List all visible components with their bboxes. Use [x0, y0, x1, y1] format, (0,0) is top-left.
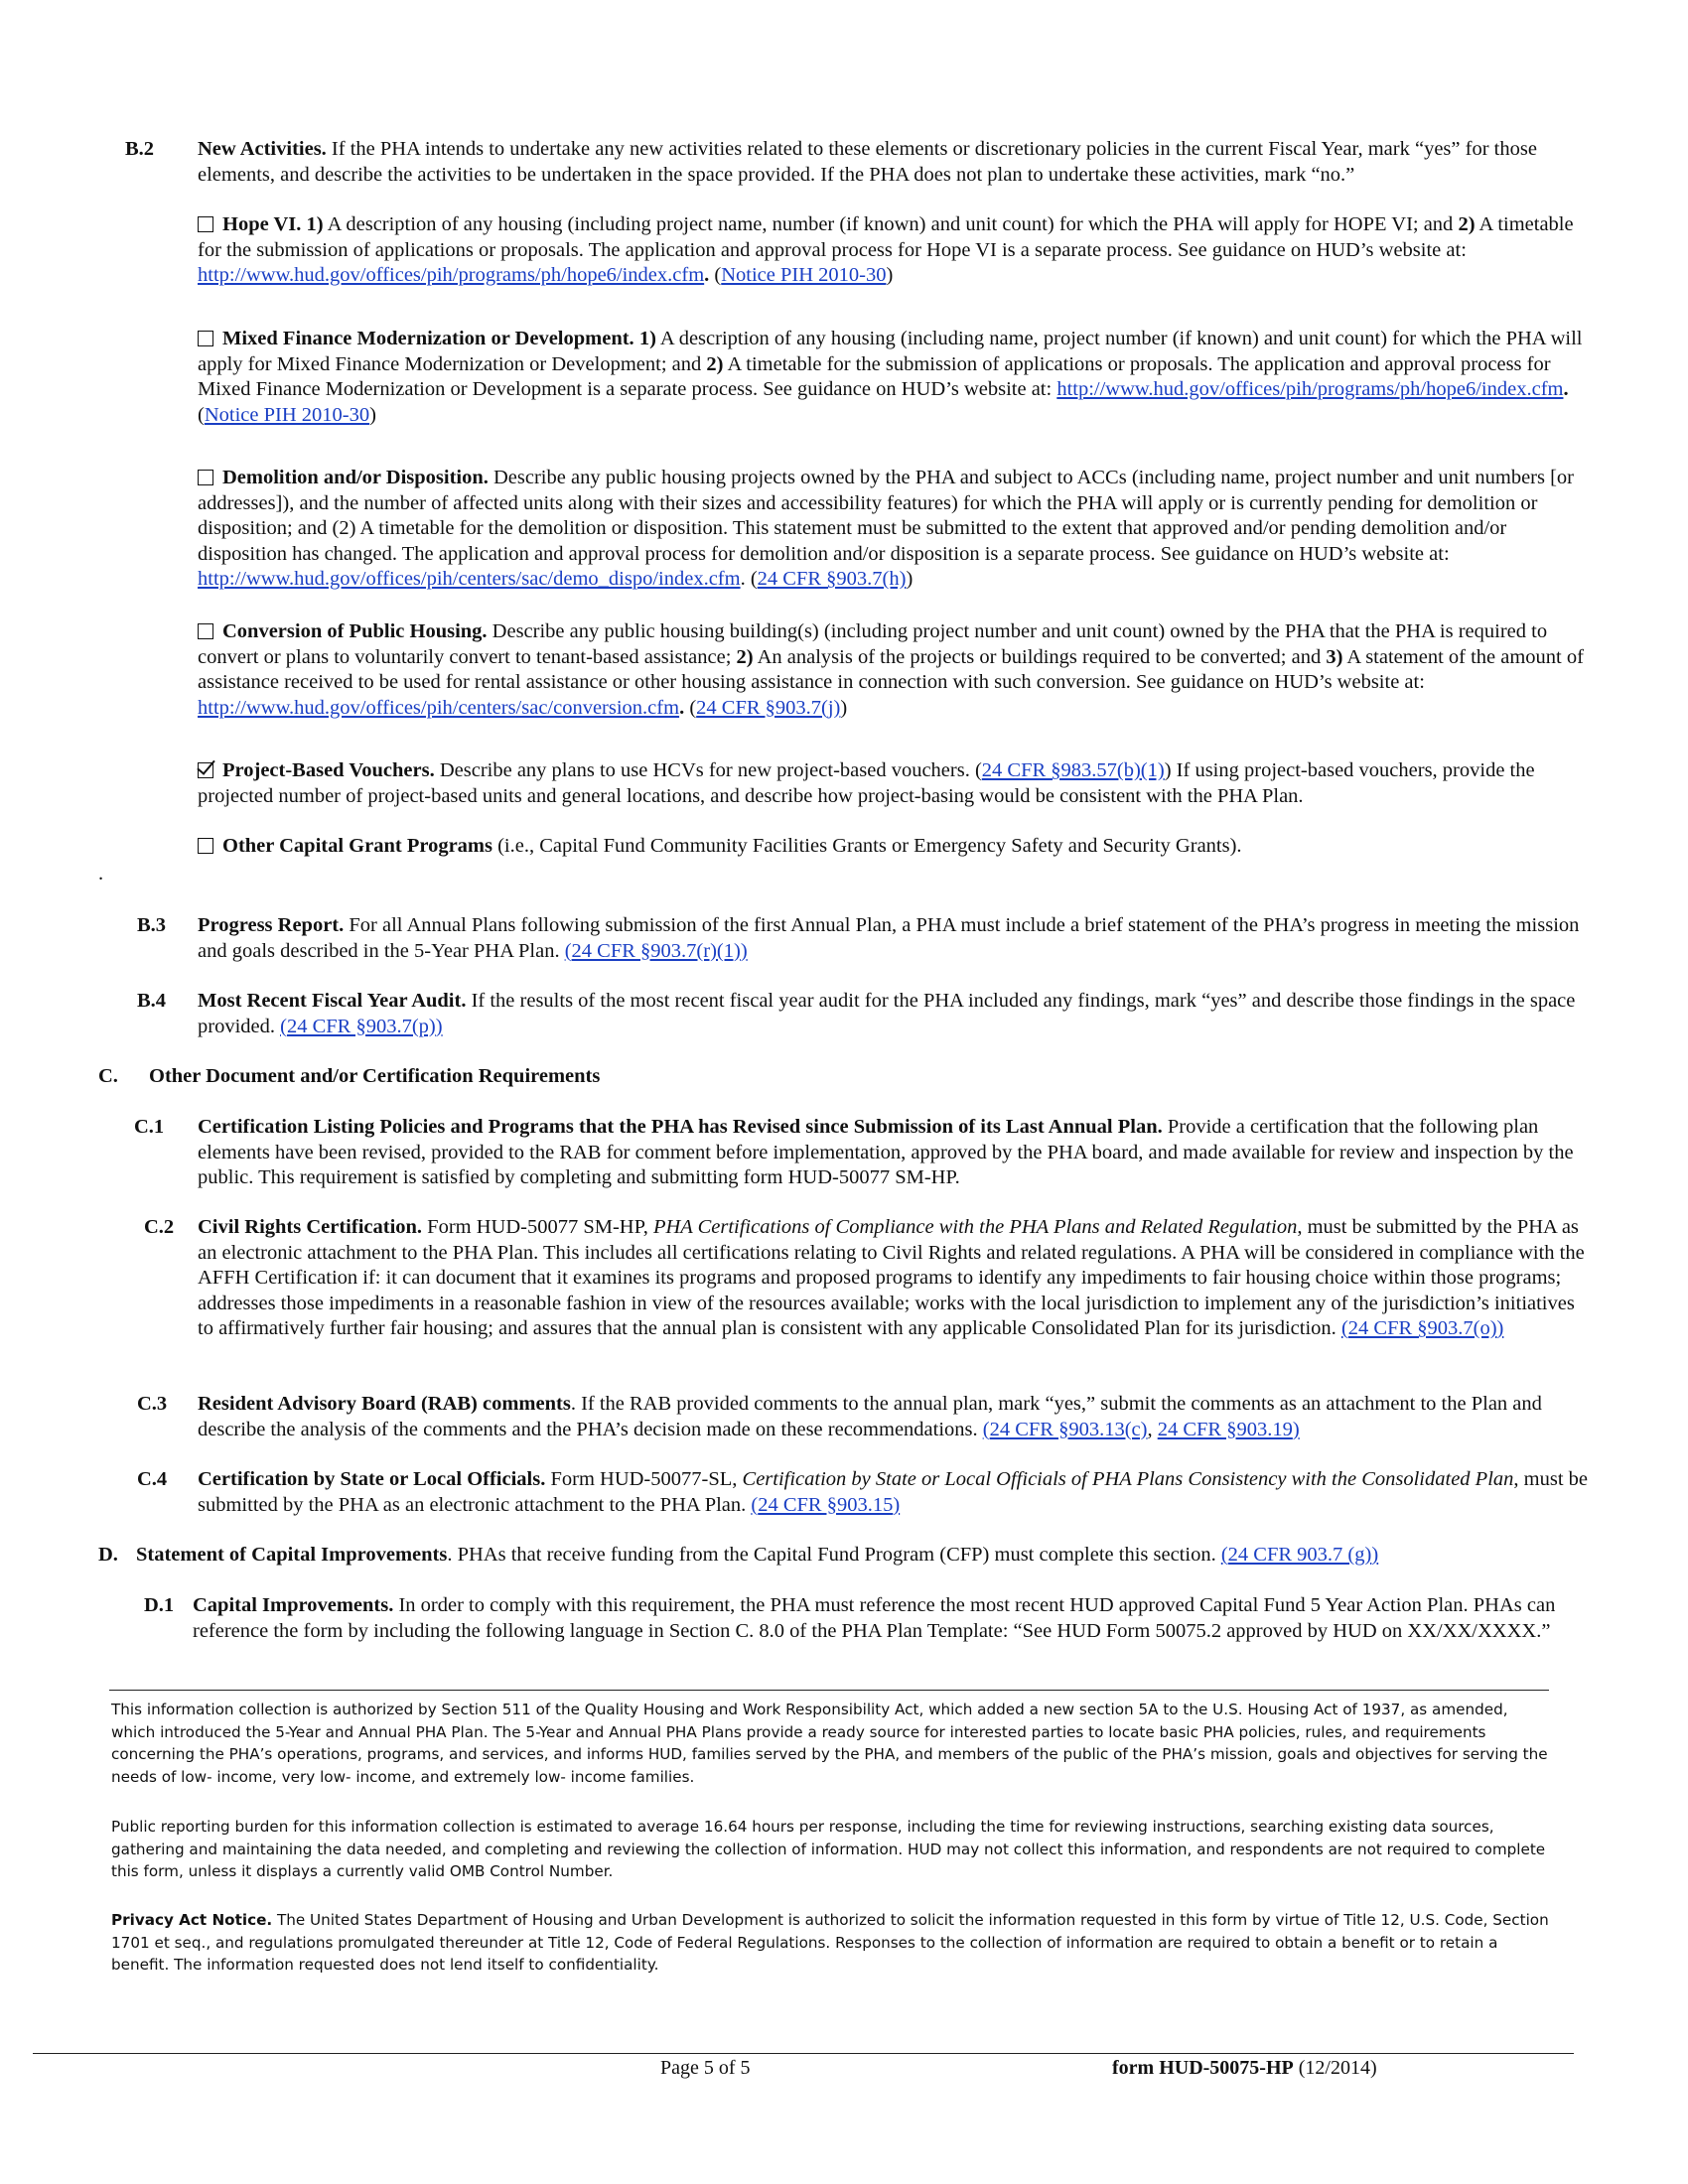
demolition-cfr-link[interactable]: 24 CFR §903.7(h) — [757, 568, 907, 590]
project-based-vouchers-checkbox[interactable] — [198, 762, 213, 778]
section-label-b3: B.3 — [137, 914, 167, 936]
burden-notice: Public reporting burden for this information collection is estimated to average 16.64 hours per response, including the time for reviewing instructions, searching existing data sources, gathering and maintaining the data needed, and completing and reviewing the collection of information. HUD may not collect this information, and respondents are not required to complete this form, unless it displays a currently valid OMB Control Number. — [111, 1818, 1546, 1881]
item-conversion-public-housing: Conversion of Public Housing. Describe any public housing building(s) (including project number and unit count) owned by the PHA that the PHA is required to convert or plans to voluntarily convert to tenant-based assistance; 2) An analysis of the projects or buildings required to be converted; and 3) A statement of the amount of assistance received to be used for rental assistance or other housing assistance in connection with such conversion. See guidance on HUD’s website at: http://www.hud.gov/offices/pih/centers/sac/conversion.cfm. (24 CFR §903.7(j)) — [198, 620, 1584, 719]
item-mixed-finance: Mixed Finance Modernization or Development. 1) A description of any housing (including name, project number (if known) and unit count) for which the PHA will apply for Mixed Finance Modernization or Development; and 2) A timetable for the submission of applications or proposals. The application and approval process for Mixed Finance Modernization or Development is a separate process. See guidance on HUD’s website at: http://www.hud.gov/offices/pih/programs/ph/hope6/index.cfm. (Notice PIH 2010-30) — [198, 328, 1583, 426]
other-capital-grants-checkbox[interactable] — [198, 838, 213, 854]
mixed-finance-title: Mixed Finance Modernization or Development. — [222, 328, 634, 349]
c1-title: Certification Listing Policies and Programs that the PHA has Revised since Submission of its Last Annual Plan. — [198, 1116, 1163, 1138]
section-c2: Civil Rights Certification. Form HUD-50077 SM-HP, PHA Certifications of Compliance with the PHA Plans and Related Regulation, must be submitted by the PHA as an electronic attachment to the PHA Plan. This includes all certifications relating to Civil Rights and related regulations. A PHA will be considered in compliance with the AFFH Certification if: it can document that it examines its programs and proposed programs to identify any impediments to fair housing choice within those programs; addresses those impediments in a reasonable fashion in view of the resources available; works with the local jurisdiction to implement any of the jurisdiction’s initiatives to affirmatively further fair housing; and assures that the annual plan is consistent with any applicable Consolidated Plan for its jurisdiction. (24 CFR §903.7(o)) — [198, 1216, 1585, 1339]
c4-title: Certification by State or Local Officials. — [198, 1468, 546, 1490]
hope-vi-website-link[interactable]: http://www.hud.gov/offices/pih/programs/ph/hope6/index.cfm — [198, 264, 705, 286]
mixed-finance-checkbox[interactable] — [198, 331, 213, 346]
c2-title: Civil Rights Certification. — [198, 1216, 423, 1238]
c2-form-name: PHA Certifications of Compliance with the PHA Plans and Related Regulation — [652, 1216, 1298, 1238]
b3-cfr-link[interactable]: (24 CFR §903.7(r)(1)) — [564, 939, 748, 962]
other-grants-title: Other Capital Grant Programs — [222, 835, 492, 857]
d-cfr-link[interactable]: (24 CFR 903.7 (g)) — [1220, 1544, 1379, 1566]
conversion-cfr-link[interactable]: 24 CFR §903.7(j) — [696, 696, 841, 719]
page-number: Page 5 of 5 — [660, 2057, 751, 2079]
section-b2-text: If the PHA intends to undertake any new activities related to these elements or discretionary policies in the current Fiscal Year, mark “yes” for those elements, and describe the activities to be undertaken in the space provided. If the PHA does not plan to undertake these activities, mark “no.” — [198, 138, 1537, 186]
c2-cfr-link[interactable]: (24 CFR §903.7(o)) — [1340, 1317, 1504, 1339]
mixed-finance-website-link[interactable]: http://www.hud.gov/offices/pih/programs/ph/hope6/index.cfm — [1056, 378, 1564, 400]
section-label-b2: B.2 — [125, 138, 155, 160]
pbv-title: Project-Based Vouchers. — [222, 759, 435, 781]
conversion-website-link[interactable]: http://www.hud.gov/offices/pih/centers/sac/conversion.cfm — [198, 696, 680, 719]
hope-vi-title: Hope VI. — [222, 213, 302, 235]
mixed-finance-notice-link[interactable]: Notice PIH 2010-30 — [204, 403, 370, 426]
c4-form-name: Certification by State or Local Officials of PHA Plans Consistency with the Consolidated Plan — [742, 1468, 1514, 1490]
c4-cfr-link[interactable]: (24 CFR §903.15) — [751, 1493, 901, 1516]
progress-report-title: Progress Report. — [198, 914, 345, 936]
section-label-d1: D.1 — [144, 1594, 175, 1616]
section-c-title: Other Document and/or Certification Requirements — [149, 1065, 601, 1087]
conversion-checkbox[interactable] — [198, 623, 213, 639]
section-label-c1: C.1 — [134, 1116, 165, 1138]
pbv-cfr-link[interactable]: 24 CFR §983.57(b)(1) — [981, 759, 1165, 781]
c3-title: Resident Advisory Board (RAB) comments — [198, 1393, 571, 1415]
section-d1: Capital Improvements. In order to comply with this requirement, the PHA must reference the most recent HUD approved Capital Fund 5 Year Action Plan. PHAs can reference the form by including the following language in Section C. 8.0 of the PHA Plan Template: “See HUD Form 50075.2 approved by HUD on XX/XX/XXXX.” — [193, 1594, 1556, 1642]
section-label-b4: B.4 — [137, 990, 167, 1012]
section-label-c4: C.4 — [137, 1468, 168, 1490]
item-project-based-vouchers: Project-Based Vouchers. Describe any plans to use HCVs for new project-based vouchers. (24 CFR §983.57(b)(1)) If using project-based vouchers, provide the projected number of project-based units and general locations, and describe how project-basing would be consistent with the PHA Plan. — [198, 759, 1535, 807]
section-c1: Certification Listing Policies and Programs that the PHA has Revised since Submission of its Last Annual Plan. Provide a certification that the following plan elements have been revised, provided to the RAB for comment before implementation, approved by the PHA board, and made available for review and inspection by the public. This requirement is satisfied by completing and submitting form HUD-50077 SM-HP. — [198, 1116, 1574, 1188]
hope-vi-checkbox[interactable] — [198, 216, 213, 232]
fiscal-audit-title: Most Recent Fiscal Year Audit. — [198, 990, 467, 1012]
stray-mark: . — [98, 863, 104, 885]
c3-cfr-link-2[interactable]: 24 CFR §903.19) — [1157, 1418, 1300, 1440]
privacy-act-title: Privacy Act Notice. — [111, 1911, 273, 1929]
section-label-c: C. — [98, 1065, 118, 1087]
section-b2-title: New Activities. — [198, 138, 327, 160]
section-label-c2: C.2 — [144, 1216, 175, 1238]
section-b4: Most Recent Fiscal Year Audit. If the results of the most recent fiscal year audit for the PHA included any findings, mark “yes” and describe those findings in the space provided. (24 CFR §903.7(p)) — [198, 990, 1576, 1037]
d-title: Statement of Capital Improvements — [136, 1544, 448, 1566]
demolition-title: Demolition and/or Disposition. — [222, 467, 489, 488]
section-b2-intro — [198, 137, 1588, 188]
authorization-notice: This information collection is authorized by Section 511 of the Quality Housing and Work Responsibility Act, which added a new section 5A to the U.S. Housing Act of 1937, as amended, which introduced the 5-Year and Annual PHA Plan. The 5-Year and Annual PHA Plans provide a ready source for interested parties to locate basic PHA policies, rules, and requirements concerning the PHA’s operations, programs, and services, and informs HUD, families served by the PHA, and members of the public of the PHA’s mission, goals and objectives for serving the needs of low- income, very low- income, and extremely low- income families. — [111, 1701, 1548, 1786]
hope-vi-notice-link[interactable]: Notice PIH 2010-30 — [721, 264, 887, 286]
demolition-website-link[interactable]: http://www.hud.gov/offices/pih/centers/sac/demo_dispo/index.cfm — [198, 568, 741, 590]
section-label-c3: C.3 — [137, 1393, 168, 1415]
c3-cfr-link-1[interactable]: (24 CFR §903.13(c) — [982, 1418, 1148, 1440]
section-label-d: D. — [98, 1544, 118, 1566]
item-other-capital-grants: Other Capital Grant Programs (i.e., Capital Fund Community Facilities Grants or Emergency Safety and Security Grants). — [198, 834, 1588, 860]
b4-cfr-link[interactable]: (24 CFR §903.7(p)) — [280, 1015, 443, 1037]
privacy-act-notice: Privacy Act Notice. The United States Department of Housing and Urban Development is authorized to solicit the information requested in this form by virtue of Title 12, U.S. Code, Section 1701 et seq., and regulations promulgated thereunder at Title 12, Code of Federal Regulations. Responses to the collection of information are required to obtain a benefit or to retain a benefit. The information requested does not lend itself to confidentiality. — [111, 1911, 1549, 1975]
notice-divider — [109, 1690, 1549, 1691]
section-b3: Progress Report. For all Annual Plans following submission of the first Annual Plan, a PHA must include a brief statement of the PHA’s progress in meeting the mission and goals described in the 5-Year PHA Plan. (24 CFR §903.7(r)(1)) — [198, 914, 1580, 962]
d1-title: Capital Improvements. — [193, 1594, 394, 1616]
demolition-checkbox[interactable] — [198, 470, 213, 485]
section-c4: Certification by State or Local Officials. Form HUD-50077-SL, Certification by State or Local Officials of PHA Plans Consistency with the Consolidated Plan, must be submitted by the PHA as an electronic attachment to the PHA Plan. (24 CFR §903.15) — [198, 1468, 1588, 1516]
form-number: form HUD-50075-HP (12/2014) — [1112, 2057, 1377, 2079]
section-c3: Resident Advisory Board (RAB) comments. If the RAB provided comments to the annual plan, mark “yes,” submit the comments as an attachment to the Plan and describe the analysis of the comments and the PHA’s decision made on these recommendations. (24 CFR §903.13(c), 24 CFR §903.19) — [198, 1393, 1542, 1440]
conversion-title: Conversion of Public Housing. — [222, 620, 488, 642]
item-demolition-disposition: Demolition and/or Disposition. Describe any public housing projects owned by the PHA and subject to ACCs (including name, project number and unit numbers [or addresses]), and the number of affected units along with their sizes and accessibility features) for which the PHA will apply or is currently pending for demolition or disposition; and (2) A timetable for the demolition or disposition. This statement must be submitted to the extent that approved and/or pending demolition and/or disposition has changed. The application and approval process for demolition and/or disposition is a separate process. See guidance on HUD’s website at: http://www.hud.gov/offices/pih/centers/sac/demo_dispo/index.cfm. (24 CFR §903.7(h)) — [198, 467, 1575, 590]
footer-divider — [33, 2053, 1574, 2054]
item-hope-vi: Hope VI. 1) A description of any housing (including project name, number (if known) and unit count) for which the PHA will apply for HOPE VI; and 2) A timetable for the submission of applications or proposals. The application and approval process for Hope VI is a separate process. See guidance on HUD’s website at: http://www.hud.gov/offices/pih/programs/ph/hope6/index.cfm. (Notice PIH 2010-30) — [198, 213, 1574, 286]
section-d: Statement of Capital Improvements. PHAs that receive funding from the Capital Fund Program (CFP) must complete this section. (24 CFR 903.7 (g)) — [136, 1544, 1379, 1566]
